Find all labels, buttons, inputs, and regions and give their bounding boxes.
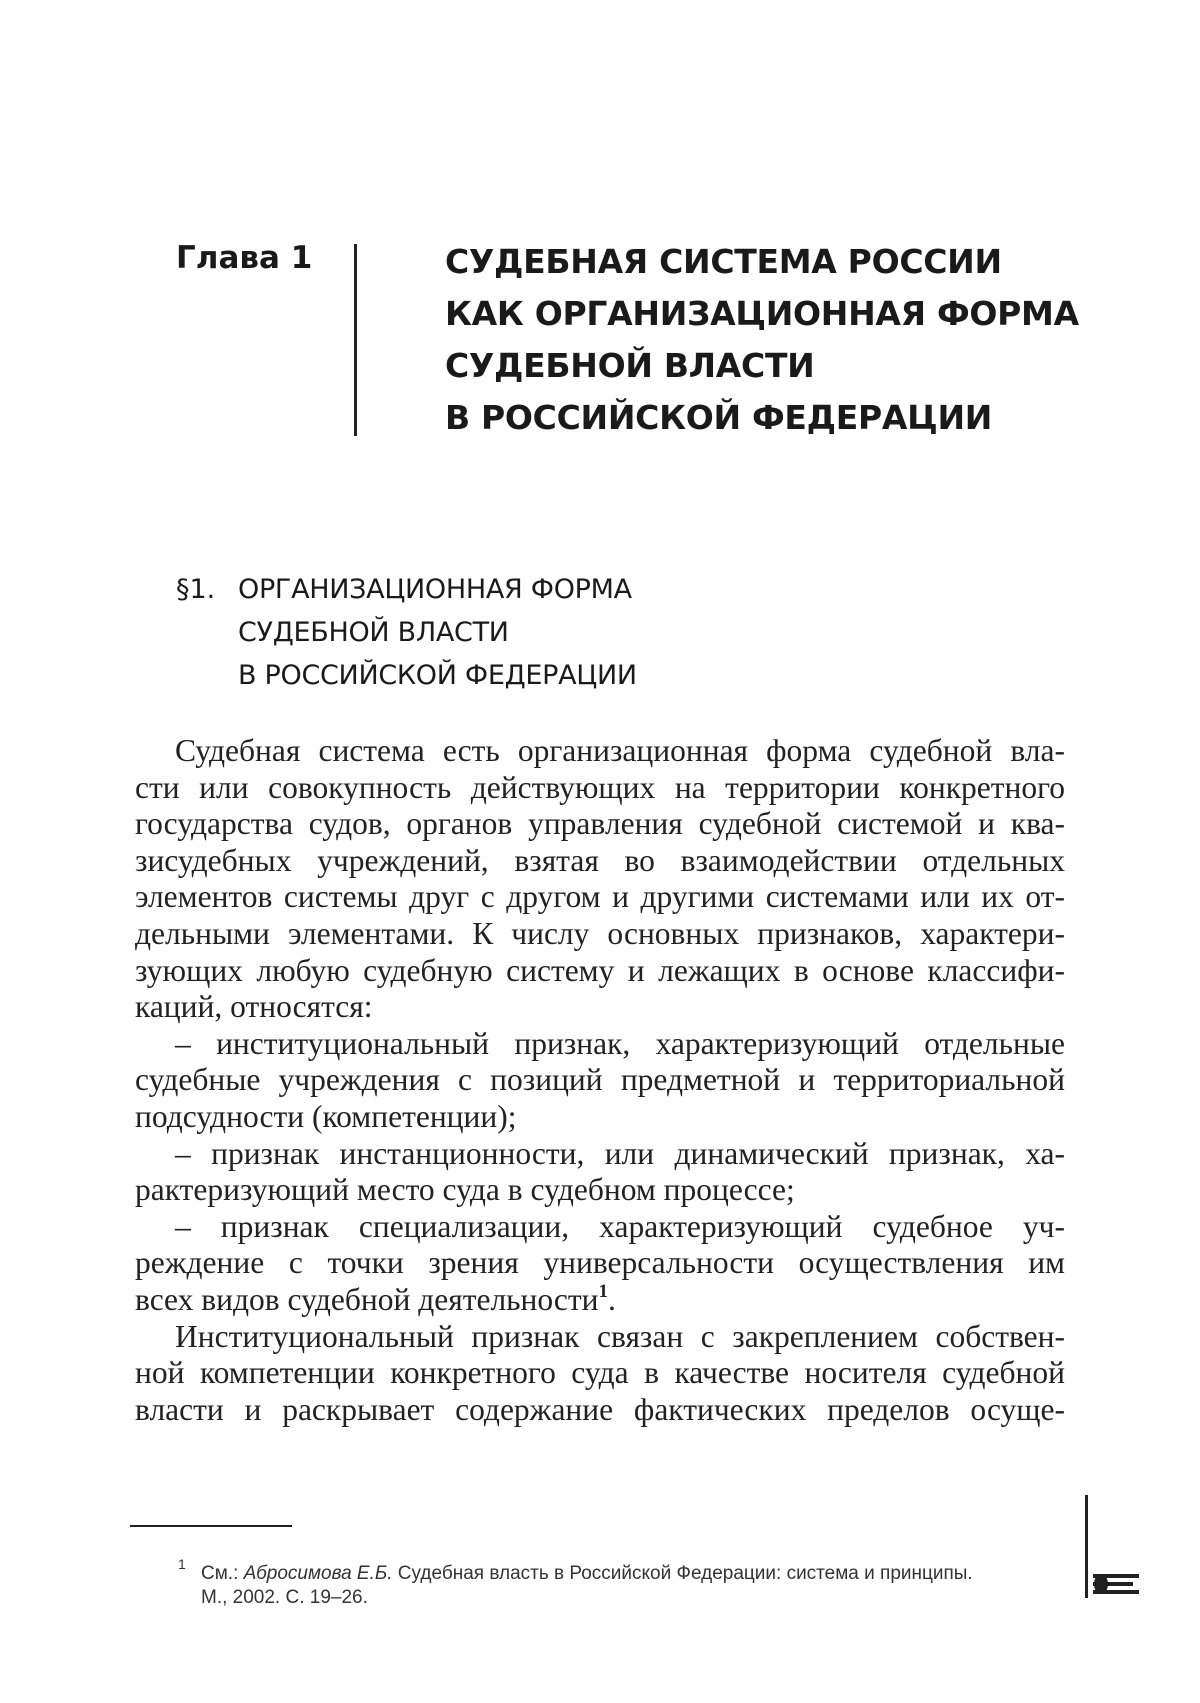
section-title-line: ОРГАНИЗАЦИОННАЯ ФОРМА — [238, 574, 632, 605]
footnote-number: 1 — [178, 1556, 186, 1572]
chapter-title-line: СУДЕБНОЙ ВЛАСТИ — [445, 346, 815, 385]
body-line: Судебная система есть организационная форма судебной вла- — [175, 733, 1065, 768]
body-line-with-footnote — [135, 1282, 1065, 1319]
footnote-author: Абросимова Е.Б. — [243, 1563, 393, 1584]
chapter-label: Глава 1 — [176, 240, 313, 276]
body-line: каций, относятся: — [135, 989, 373, 1025]
thumb-index-rule — [1085, 1495, 1088, 1598]
body-line: сти или совокупность действующих на территории конкретного — [135, 769, 1065, 805]
chapter-title-line: СУДЕБНАЯ СИСТЕМА РОССИИ — [445, 242, 1002, 281]
body-line: зисудебных учреждений, взятая во взаимодействии отдельных — [135, 842, 1065, 878]
footnote-body: Судебная власть в Российской Федерации: система и принципы. — [397, 1563, 973, 1584]
footnote-line — [201, 1562, 1081, 1586]
body-line: государства судов, органов управления судебной системой и ква- — [135, 806, 1065, 842]
section-title — [238, 568, 637, 697]
body-line: реждение с точки зрения универсальности осуществления им — [135, 1245, 1065, 1281]
body-line: зующих любую судебную систему и лежащих в основе классифи- — [135, 952, 1065, 988]
footnote-text — [201, 1562, 1081, 1610]
footnote-line: М., 2002. С. 19–26. — [201, 1587, 368, 1608]
body-line: дельными элементами. К числу основных признаков, характери- — [135, 915, 1065, 951]
body-line: Институциональный признак связан с закреплением собствен- — [175, 1318, 1065, 1354]
body-line: подсудности (компетенции); — [135, 1098, 517, 1134]
chapter-title-line: КАК ОРГАНИЗАЦИОННАЯ ФОРМА — [445, 294, 1079, 333]
chapter-divider — [354, 244, 357, 436]
footnote-prefix: См.: — [201, 1563, 239, 1584]
body-line: ной компетенции конкретного суда в качестве носителя судебной — [135, 1355, 1065, 1391]
body-line: элементов системы друг с другом и другими системами или их от- — [135, 879, 1065, 915]
body-line: – признак инстанционности, или динамический признак, ха- — [175, 1135, 1065, 1171]
section-title-line: СУДЕБНОЙ ВЛАСТИ — [238, 617, 509, 648]
section-number: §1. — [176, 574, 216, 605]
body-text — [135, 733, 1065, 1428]
body-line-punct: . — [608, 1281, 616, 1317]
section-title-line: В РОССИЙСКОЙ ФЕДЕРАЦИИ — [238, 660, 637, 691]
chapter-thumb-index-icon — [1093, 1568, 1143, 1598]
footnote-separator — [130, 1525, 292, 1527]
body-line: власти и раскрывает содержание фактических пределов осуще- — [135, 1391, 1065, 1427]
body-line: – признак специализации, характеризующий судебное уч- — [175, 1208, 1065, 1244]
footnote-reference[interactable]: 1 — [598, 1280, 609, 1302]
body-line-text: всех видов судебной деятельности — [135, 1281, 599, 1317]
chapter-title — [445, 236, 1079, 444]
body-line: судебные учреждения с позиций предметной и территориальной — [135, 1062, 1065, 1098]
body-line: – институциональный признак, характеризующий отдельные — [175, 1025, 1065, 1061]
body-line: рактеризующий место суда в судебном процессе; — [135, 1172, 795, 1208]
chapter-title-line: В РОССИЙСКОЙ ФЕДЕРАЦИИ — [445, 398, 993, 437]
